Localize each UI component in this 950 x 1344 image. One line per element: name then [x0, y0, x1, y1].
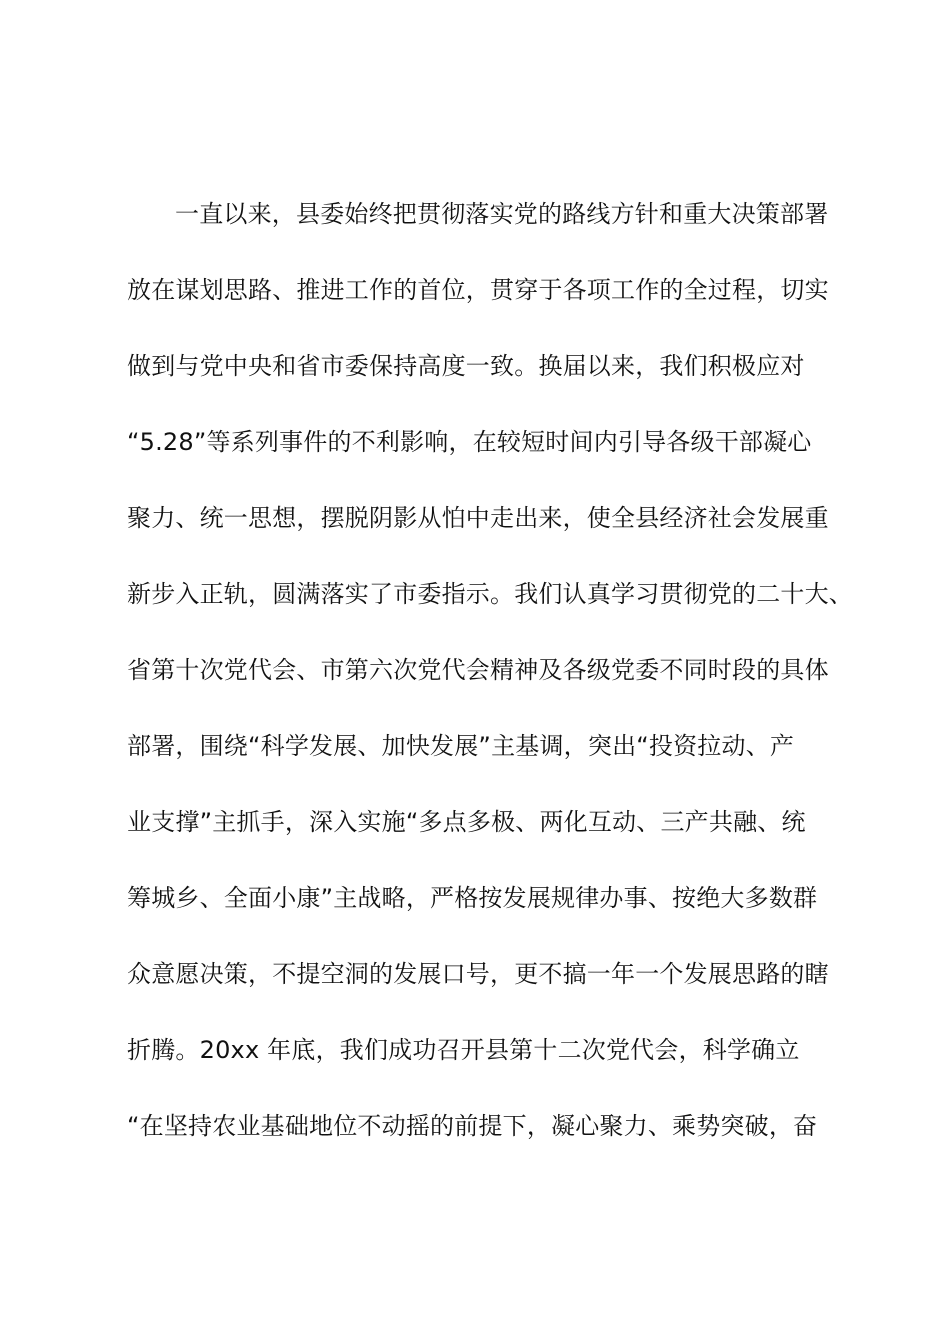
paragraph-line-1: 一直以来，县委始终把贯彻落实党的路线方针和重大决策部署: [175, 200, 829, 228]
paragraph-line-5: 聚力、统一思想，摆脱阴影从怕中走出来，使全县经济社会发展重: [127, 504, 829, 532]
paragraph-line-9: 业支撑”主抓手，深入实施“多点多极、两化互动、三产共融、统: [127, 808, 806, 836]
paragraph-line-13: “在坚持农业基础地位不动摇的前提下，凝心聚力、乘势突破，奋: [127, 1112, 818, 1140]
paragraph-line-12: 折腾。20xx 年底，我们成功召开县第十二次党代会，科学确立: [127, 1036, 800, 1064]
paragraph-line-8: 部署，围绕“科学发展、加快发展”主基调，突出“投资拉动、产: [127, 732, 795, 760]
paragraph-line-10: 筹城乡、全面小康”主战略，严格按发展规律办事、按绝大多数群: [127, 884, 818, 912]
paragraph-line-2: 放在谋划思路、推进工作的首位，贯穿于各项工作的全过程，切实: [127, 276, 829, 304]
body-paragraph: [127, 190, 853, 1178]
paragraph-line-11: 众意愿决策，不提空洞的发展口号，更不搞一年一个发展思路的瞎: [127, 960, 829, 988]
paragraph-line-4: “5.28”等系列事件的不利影响，在较短时间内引导各级干部凝心: [127, 428, 812, 456]
paragraph-line-7: 省第十次党代会、市第六次党代会精神及各级党委不同时段的具体: [127, 656, 829, 684]
paragraph-line-6: 新步入正轨，圆满落实了市委指示。我们认真学习贯彻党的二十大、: [127, 580, 853, 608]
paragraph-line-3: 做到与党中央和省市委保持高度一致。换届以来，我们积极应对: [127, 352, 805, 380]
